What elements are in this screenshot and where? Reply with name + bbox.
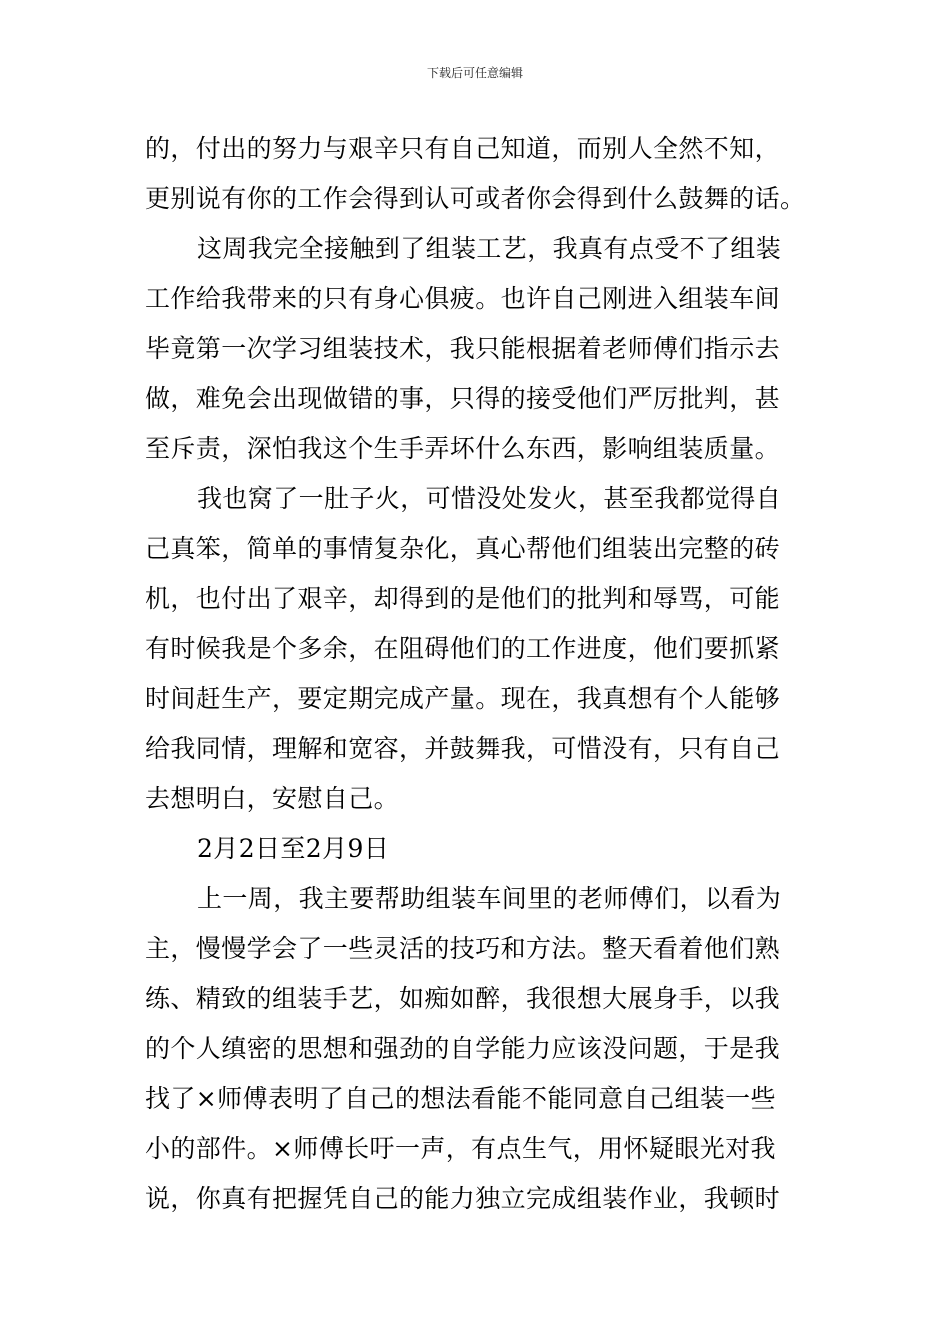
- text-line: 工作给我带来的只有身心俱疲。也许自己刚进入组装车间: [145, 284, 781, 313]
- text-line: 2月2日至2月9日: [197, 834, 390, 863]
- text-line: 小的部件。×师傅长吁一声，有点生气，用怀疑眼光对我: [145, 1134, 776, 1163]
- text-line: 做，难免会出现做错的事，只得的接受他们严厉批判，甚: [145, 384, 781, 413]
- text-line: 至斥责，深怕我这个生手弄坏什么东西，影响组装质量。: [145, 434, 781, 463]
- text-line: 的，付出的努力与艰辛只有自己知道，而别人全然不知，: [145, 134, 781, 163]
- text-line: 我也窝了一肚子火，可惜没处发火，甚至我都觉得自: [197, 484, 782, 513]
- text-line: 的个人缜密的思想和强劲的自学能力应该没问题，于是我: [145, 1034, 781, 1063]
- text-line: 机，也付出了艰辛，却得到的是他们的批判和辱骂，可能: [145, 584, 781, 613]
- text-line: 己真笨，简单的事情复杂化，真心帮他们组装出完整的砖: [145, 534, 781, 563]
- page-header: 下载后可任意编辑: [426, 66, 523, 80]
- text-line: 主，慢慢学会了一些灵活的技巧和方法。整天看着他们熟: [145, 934, 781, 963]
- text-line: 这周我完全接触到了组装工艺，我真有点受不了组装: [197, 234, 782, 263]
- text-line: 去想明白，安慰自己。: [145, 784, 400, 813]
- text-line: 给我同情，理解和宽容，并鼓舞我，可惜没有，只有自己: [145, 734, 781, 763]
- text-line: 练、精致的组装手艺，如痴如醉，我很想大展身手，以我: [145, 984, 781, 1013]
- text-line: 找了×师傅表明了自己的想法看能不能同意自己组装一些: [145, 1084, 776, 1113]
- text-line: 更别说有你的工作会得到认可或者你会得到什么鼓舞的话。: [145, 184, 806, 213]
- text-line: 说，你真有把握凭自己的能力独立完成组装作业，我顿时: [145, 1184, 781, 1213]
- text-line: 时间赶生产，要定期完成产量。现在，我真想有个人能够: [145, 684, 781, 713]
- document-body: [145, 124, 805, 1224]
- text-line: 上一周，我主要帮助组装车间里的老师傅们，以看为: [197, 884, 782, 913]
- text-line: 毕竟第一次学习组装技术，我只能根据着老师傅们指示去: [145, 334, 781, 363]
- text-line: 有时候我是个多余，在阻碍他们的工作进度，他们要抓紧: [145, 634, 781, 663]
